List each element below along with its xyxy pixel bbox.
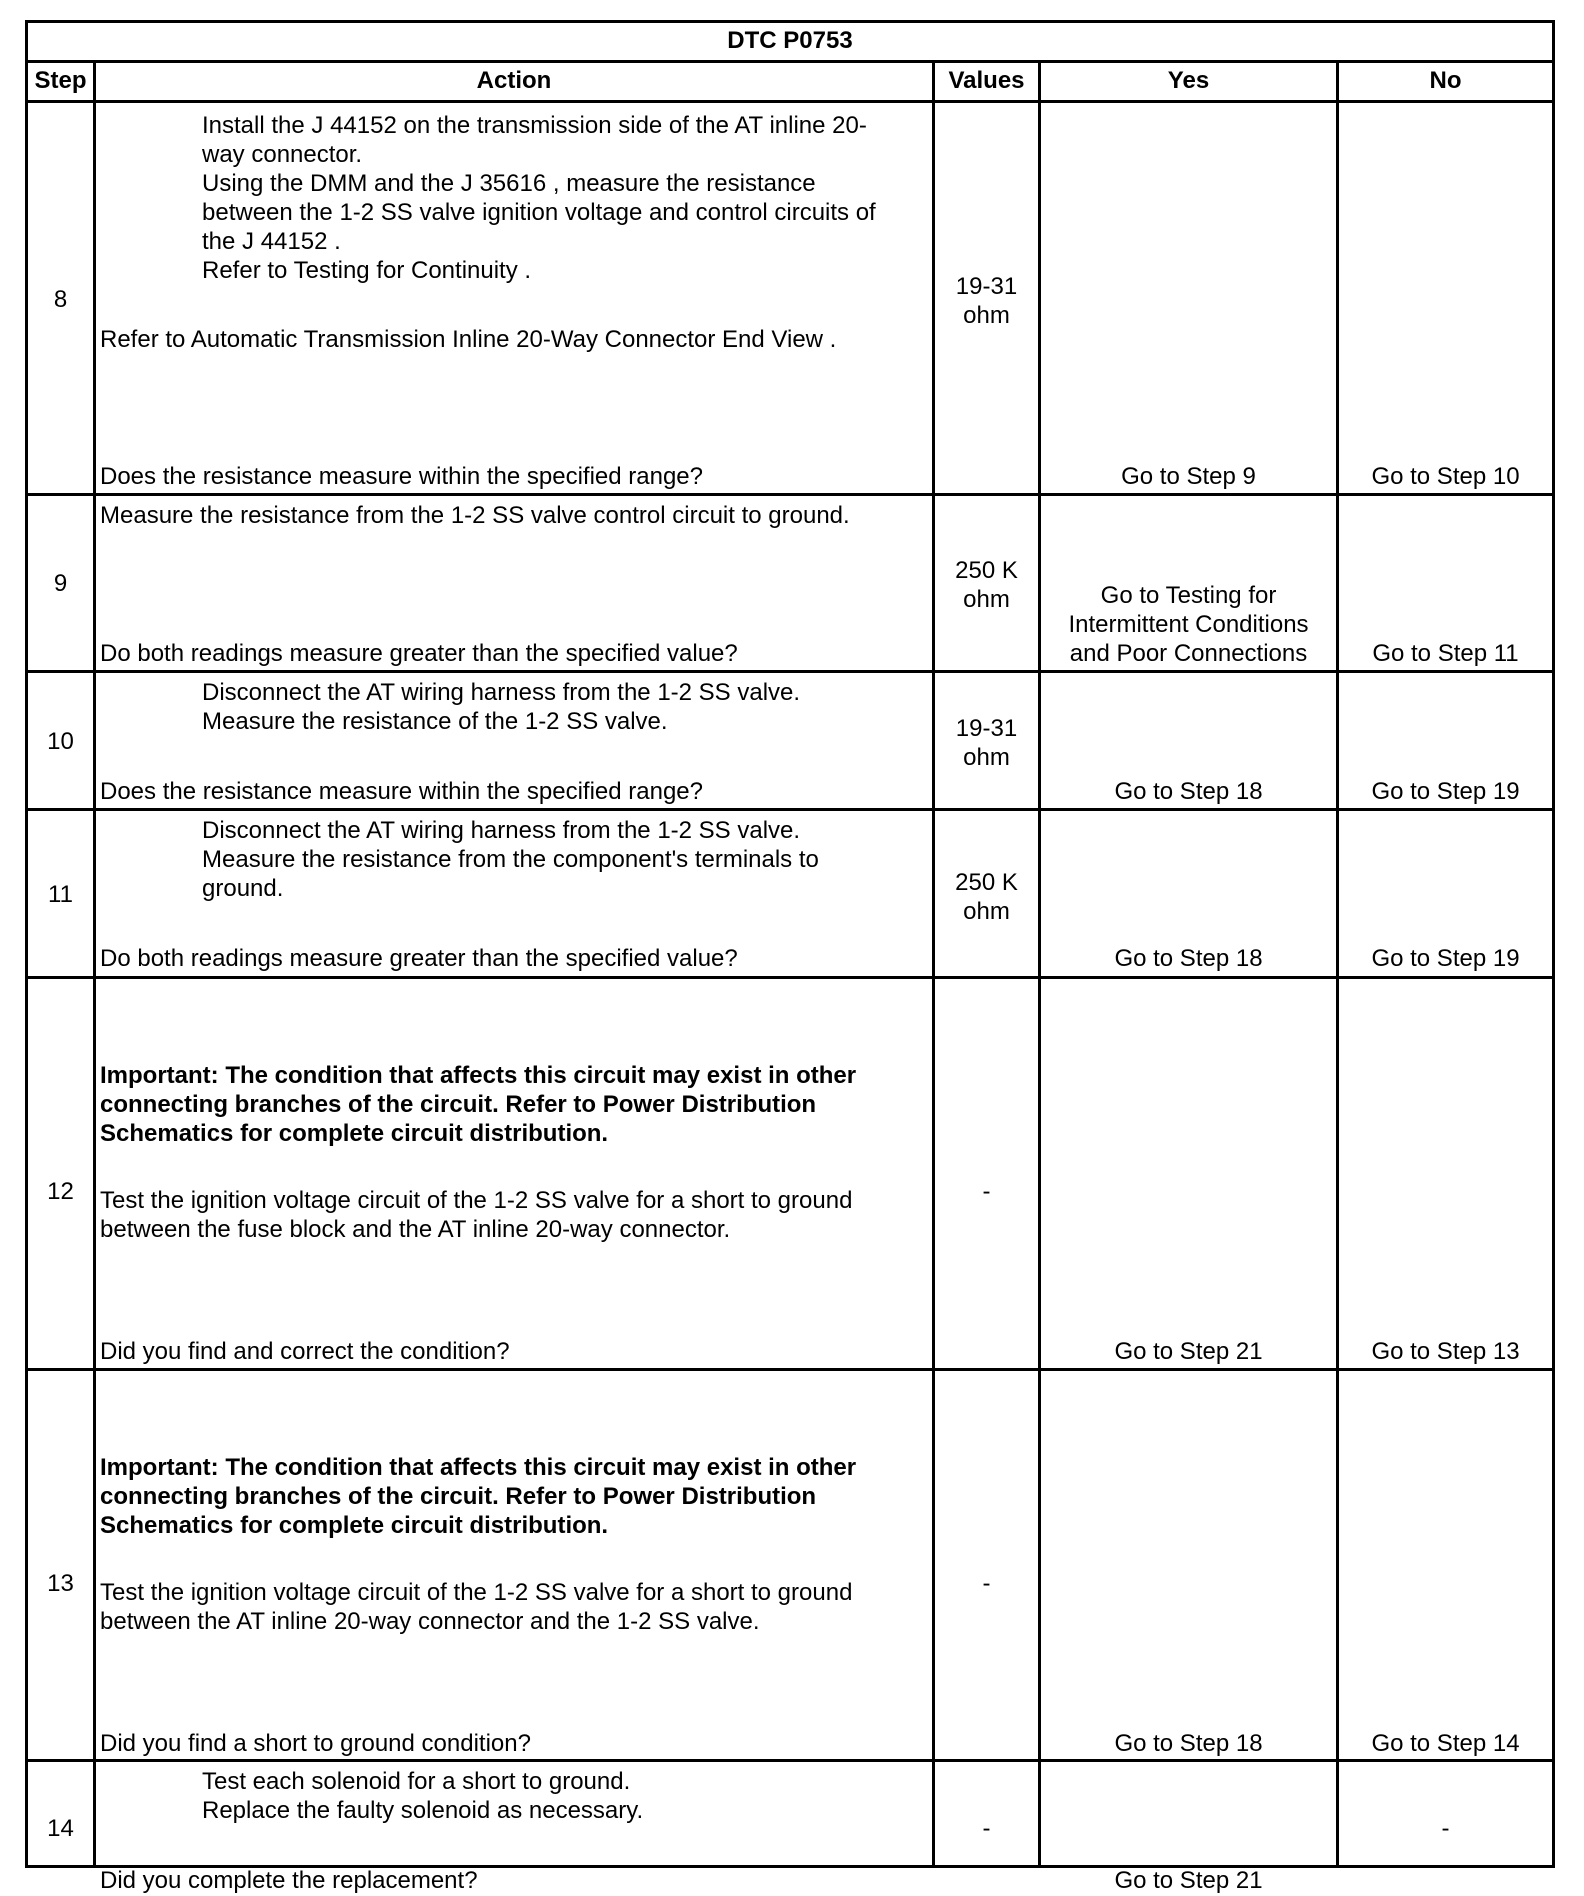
action-text: Test the ignition voltage circuit of the 1-2 SS valve for a short to ground between the fuse block and the AT inline 20-way connector. (100, 1187, 853, 1243)
yes-text: Go to Step 21 (1114, 1867, 1263, 1894)
yes-text: Go to Step 18 (1114, 778, 1263, 805)
action-text: Install the J 44152 on the transmission side of the AT inline 20- way connector. (202, 112, 867, 168)
action-question: Did you find a short to ground condition? (100, 1730, 531, 1757)
step-number: 11 (48, 881, 73, 908)
action-question: Do both readings measure greater than the specified value? (100, 640, 738, 667)
value-text: - (982, 1570, 991, 1597)
rule (28, 60, 1552, 63)
rule (28, 976, 1552, 979)
rule (28, 1368, 1552, 1371)
action-question: Does the resistance measure within the specified range? (100, 778, 703, 805)
yes-text: Go to Step 18 (1114, 945, 1263, 972)
step-number: 12 (47, 1178, 74, 1205)
action-text: Test the ignition voltage circuit of the 1-2 SS valve for a short to ground between the AT inline 20-way connector and the 1-2 SS valve. (100, 1579, 853, 1635)
step-number: 9 (53, 570, 68, 597)
no-text: Go to Step 13 (1371, 1338, 1520, 1365)
action-question: Did you complete the replacement? (100, 1867, 478, 1894)
header-step: Step (34, 67, 87, 94)
yes-text: Go to Step 9 (1121, 463, 1256, 490)
yes-text: Go to Step 18 (1114, 1730, 1263, 1757)
action-text: Using the DMM and the J 35616 , measure the resistance between the 1-2 SS valve ignition voltage and control circuits of the J 44152 . (202, 170, 876, 255)
action-text: Disconnect the AT wiring harness from the 1-2 SS valve. (202, 817, 801, 844)
no-text: - (1441, 1815, 1450, 1842)
step-number: 8 (53, 286, 68, 313)
header-yes: Yes (1167, 67, 1210, 94)
rule (28, 493, 1552, 496)
header-no: No (1429, 67, 1462, 94)
value-text: 250 K ohm (955, 557, 1018, 613)
rule (28, 808, 1552, 811)
rule (28, 670, 1552, 673)
action-text: Measure the resistance of the 1-2 SS valve. (202, 708, 668, 735)
yes-text: Go to Step 21 (1114, 1338, 1263, 1365)
important-note: Important: The condition that affects this circuit may exist in other connecting branches of the circuit. Refer to Power Distribution Schematics for complete circuit distribution. (100, 1454, 857, 1539)
action-question: Does the resistance measure within the specified range? (100, 463, 703, 490)
value-text: 19-31 ohm (955, 273, 1018, 329)
no-text: Go to Step 19 (1371, 778, 1520, 805)
header-values: Values (948, 67, 1025, 94)
action-text: Measure the resistance from the component's terminals to ground. (202, 846, 819, 902)
action-question: Do both readings measure greater than the specified value? (100, 945, 738, 972)
step-number: 14 (47, 1815, 74, 1842)
rule (28, 1759, 1552, 1762)
action-text: Refer to Testing for Continuity . (202, 257, 532, 284)
value-text: 19-31 ohm (955, 715, 1018, 771)
step-number: 10 (47, 728, 74, 755)
action-text: Measure the resistance from the 1-2 SS valve control circuit to ground. (100, 502, 850, 529)
value-text: - (982, 1815, 991, 1842)
rule (93, 60, 96, 1865)
no-text: Go to Step 14 (1371, 1730, 1520, 1757)
action-text: Test each solenoid for a short to ground. (202, 1768, 631, 1795)
no-text: Go to Step 11 (1372, 640, 1519, 667)
table-title: DTC P0753 (727, 27, 853, 54)
important-note: Important: The condition that affects this circuit may exist in other connecting branches of the circuit. Refer to Power Distribution Schematics for complete circuit distribution. (100, 1062, 857, 1147)
action-text: Replace the faulty solenoid as necessary. (202, 1797, 644, 1824)
dtc-table (25, 20, 1555, 1894)
no-text: Go to Step 19 (1371, 945, 1520, 972)
no-text: Go to Step 10 (1371, 463, 1520, 490)
action-text: Disconnect the AT wiring harness from the 1-2 SS valve. (202, 679, 801, 706)
action-question: Did you find and correct the condition? (100, 1338, 510, 1365)
value-text: 250 K ohm (955, 869, 1018, 925)
value-text: - (982, 1178, 991, 1205)
step-number: 13 (47, 1570, 74, 1597)
header-action: Action (476, 67, 552, 94)
rule (28, 100, 1552, 103)
yes-text: Go to Testing for Intermittent Conditions and Poor Connections (1068, 582, 1309, 667)
action-note: Refer to Automatic Transmission Inline 20-Way Connector End View . (100, 326, 837, 353)
